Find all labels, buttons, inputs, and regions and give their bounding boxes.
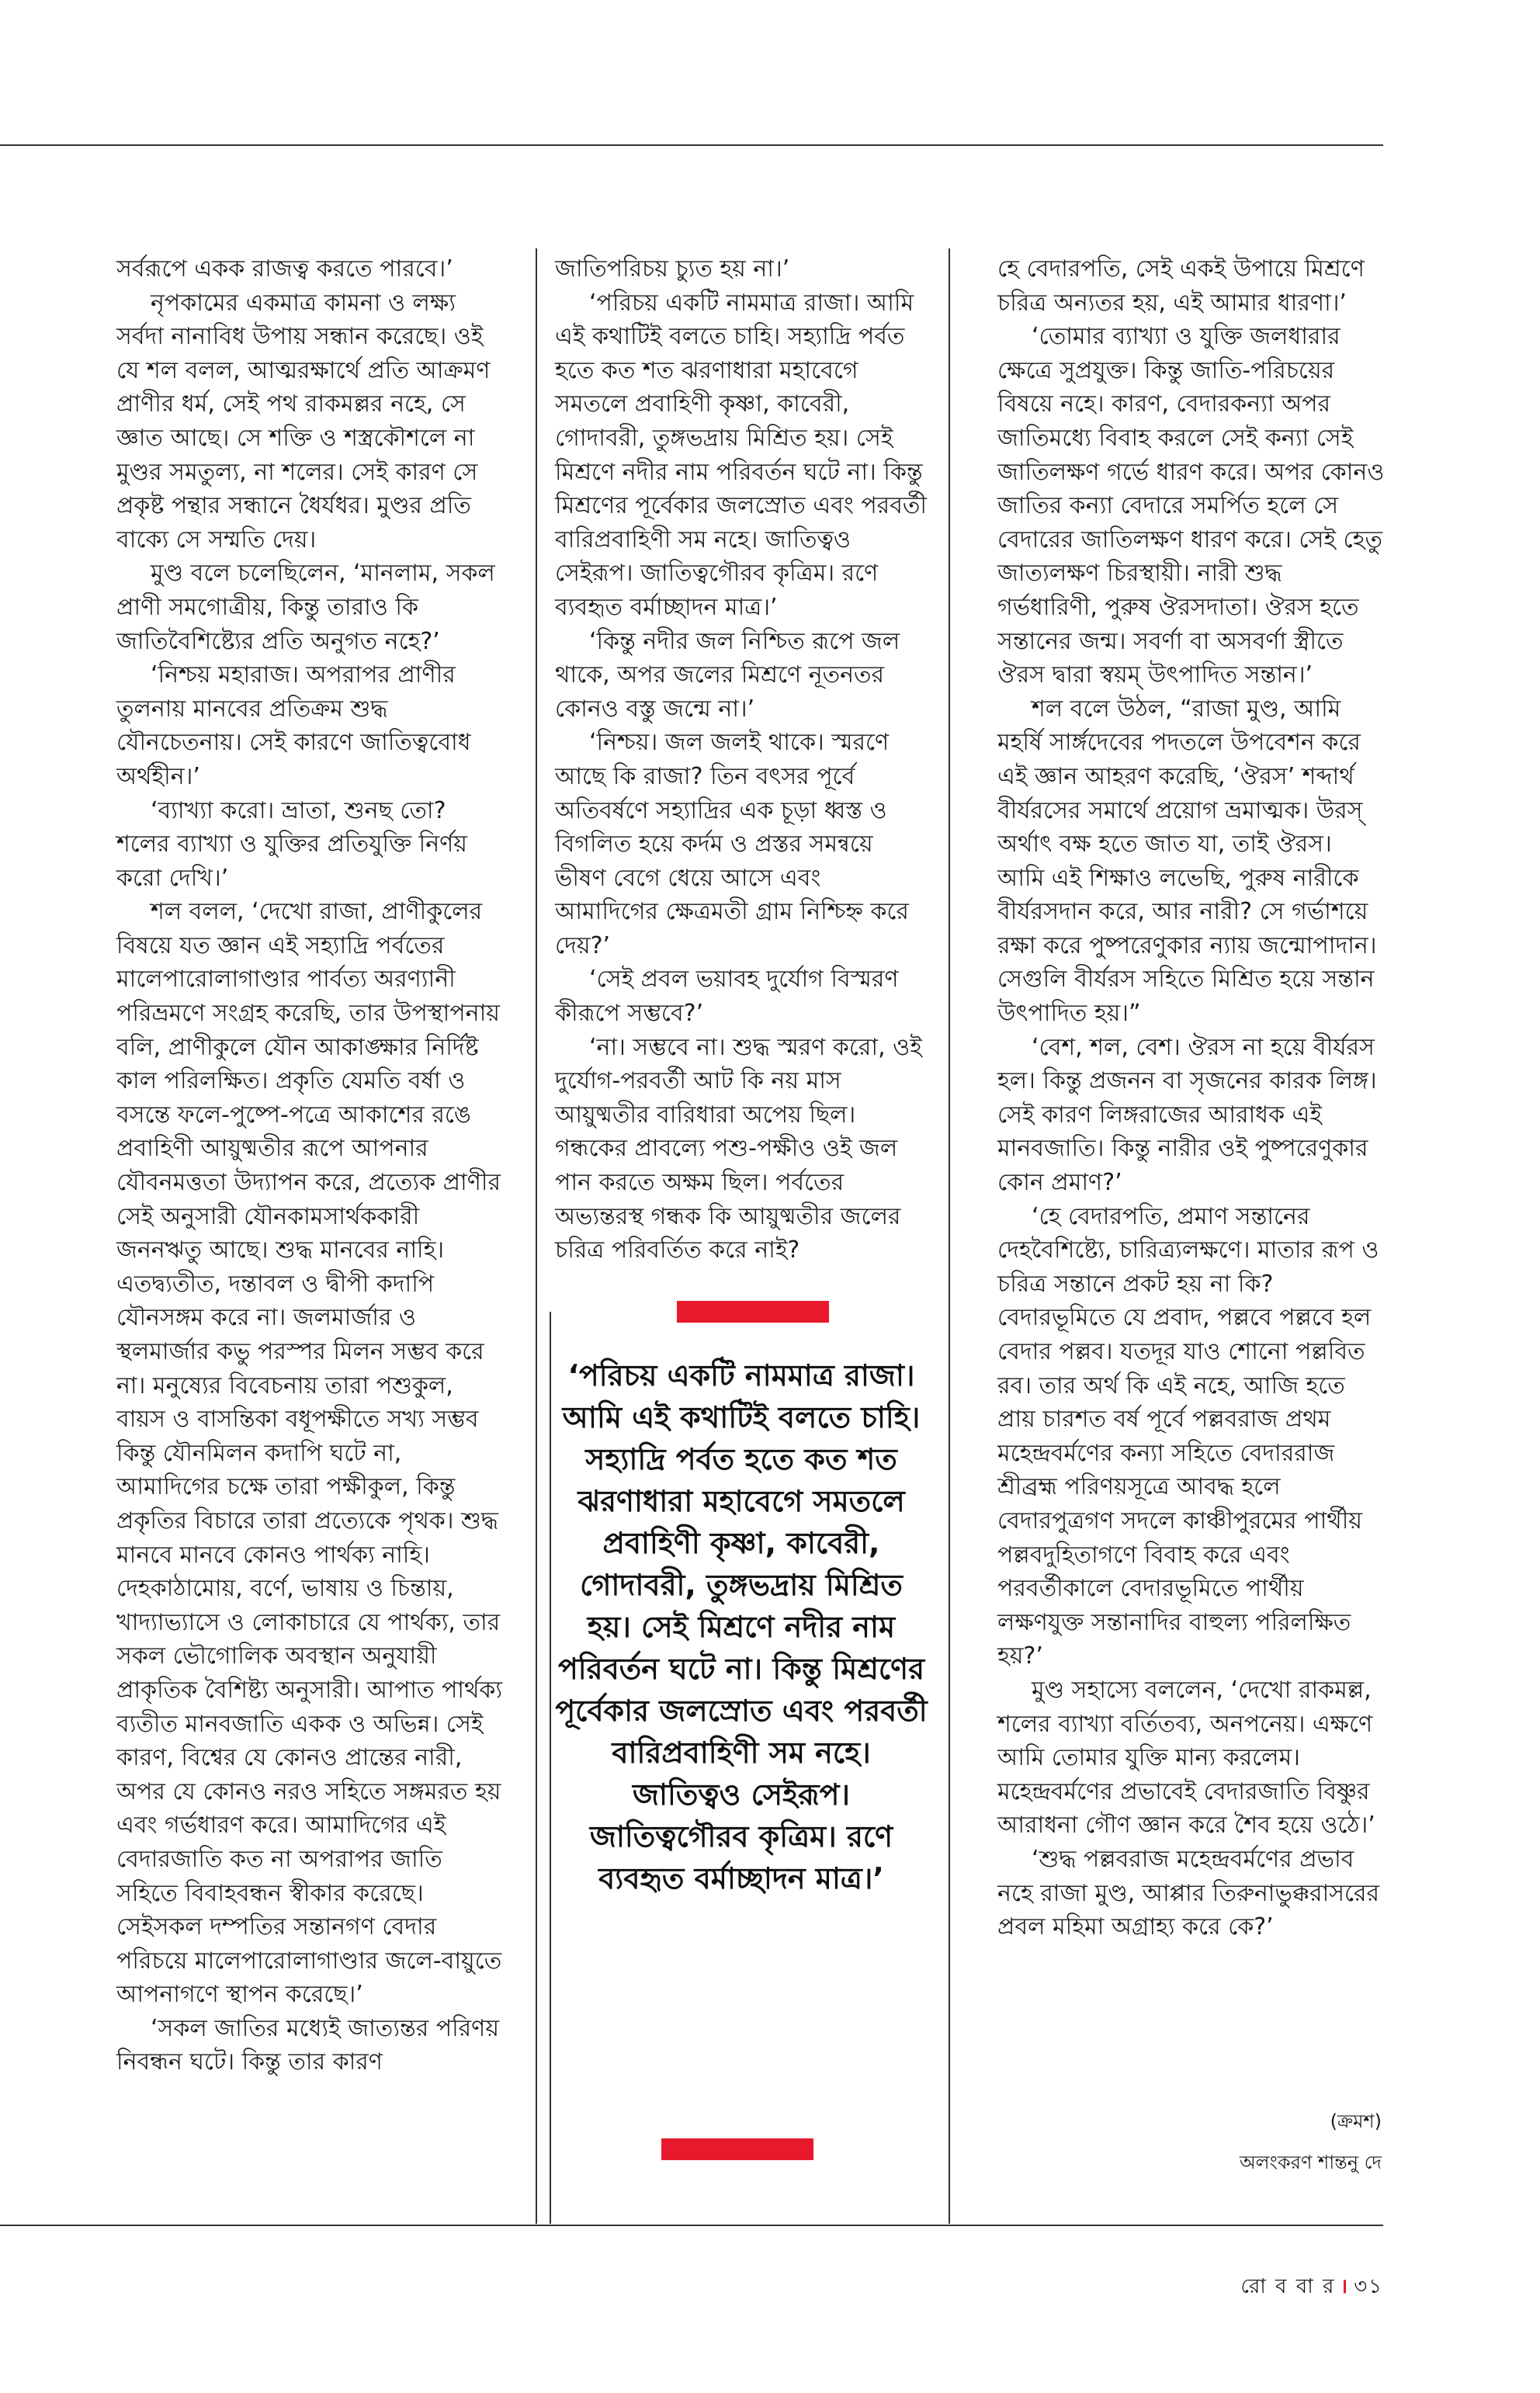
bottom-rule	[0, 2225, 1383, 2226]
pull-quote-top-bar	[677, 1301, 829, 1323]
paragraph: ‘বেশ, শল, বেশ। ঔরস না হয়ে বীর্যরস হল। কিন্তু প্রজনন বা সৃজনের কারক লিঙ্গ। সেই কারণ লিঙ্গরাজের আরাধক এই মানবজাতি। কিন্তু নারীর ওই পুষ্পরেণুকার কোন প্রমাণ?’	[997, 1033, 1377, 1197]
paragraph: সর্বরূপে একক রাজত্ব করতে পারবে।’	[116, 255, 453, 283]
text-column-left	[116, 252, 505, 2079]
paragraph: ‘ব্যাখ্যা করো। ভ্রাতা, শুনছ তো? শলের ব্যাখ্যা ও যুক্তির প্রতিযুক্তি নির্ণয় করো দেখি।’	[116, 796, 467, 892]
pull-quote-frame-left	[550, 1312, 551, 2224]
text-column-middle	[555, 252, 928, 1268]
pull-quote: ‘পরিচয় একটি নামমাত্র রাজা। আমি এই কথাটিই বলতে চাহি। সহ্যাদ্রি পর্বত হতে কত শত ঝরণাধারা মহাবেগে সমতলে প্রবাহিণী কৃষ্ণা, কাবেরী, গোদাবরী, তুঙ্গভদ্রায় মিশ্রিত হয়। সেই মিশ্রণে নদীর নাম পরিবর্তন ঘটে না। কিন্তু মিশ্রণের পূর্বেকার জলস্রোত এবং পরবর্তী বারিপ্রবাহিণী সম নহে। জাতিত্বও সেইরূপ। জাতিত্বগৌরব কৃত্রিম। রণে ব্যবহৃত বর্মাচ্ছাদন মাত্র।’	[555, 1358, 928, 1895]
page-footer	[1240, 2270, 1383, 2305]
paragraph: ‘পরিচয় একটি নামমাত্র রাজা। আমি এই কথাটিই বলতে চাহি। সহ্যাদ্রি পর্বত হতে কত শত ঝরণাধারা মহাবেগে সমতলে প্রবাহিণী কৃষ্ণা, কাবেরী, গোদাবরী, তুঙ্গভদ্রায় মিশ্রিত হয়। সেই মিশ্রণে নদীর নাম পরিবর্তন ঘটে না। কিন্তু মিশ্রণের পূর্বেকার জলস্রোত এবং পরবর্তী বারিপ্রবাহিণী সম নহে। জাতিত্বও সেইরূপ। জাতিত্বগৌরব কৃত্রিম। রণে ব্যবহৃত বর্মাচ্ছাদন মাত্র।’	[555, 289, 927, 621]
footer-separator: ।	[1340, 2275, 1350, 2298]
paragraph: মুণ্ড সহাস্যে বললেন, ‘দেখো রাকমল্ল, শলের ব্যাখ্যা বর্তিতব্য, অনপনেয়। এক্ষণে আমি তোমার যুক্তি মান্য করলেম। মহেন্দ্রবর্মণের প্রভাবেই বেদারজাতি বিষ্ণুর আরাধনা গৌণ জ্ঞান করে শৈব হয়ে ওঠে।’	[997, 1676, 1375, 1840]
paragraph: ‘শুদ্ধ পল্লবরাজ মহেন্দ্রবর্মণের প্রভাব নহে রাজা মুণ্ড, আপ্পার তিরুনাভুক্করাসরের প্রবল মহিমা অগ্রাহ্য করে কে?’	[997, 1845, 1380, 1941]
paragraph: জাতিপরিচয় চ্যুত হয় না।’	[555, 255, 790, 283]
paragraph: ‘সকল জাতির মধ্যেই জাত্যন্তর পরিণয় নিবন্ধন ঘটে। কিন্তু তার কারণ	[116, 2014, 499, 2076]
paragraph: ‘হে বেদারপতি, প্রমাণ সন্তানের দেহবৈশিষ্ট্যে, চারিত্র্যলক্ষণে। মাতার রূপ ও চরিত্র সন্তানে প্রকট হয় না কি? বেদারভূমিতে যে প্রবাদ, পল্লবে পল্লবে হল বেদার পল্লব। যতদূর যাও শোনো পল্লবিত রব। তার অর্থ কি এই নহে, আজি হতে প্রায় চারশত বর্ষ পূর্বে পল্লবরাজ প্রথম মহেন্দ্রবর্মণের কন্যা সহিতে বেদাররাজ শ্রীব্রহ্ম পরিণয়সূত্রে আবদ্ধ হলে বেদারপুত্রগণ সদলে কাঞ্চীপুরমের পার্থীয় পল্লবদুহিতাগণে বিবাহ করে এবং পরবর্তীকালে বেদারভূমিতে পার্থীয় লক্ষণযুক্ত সন্তানাদির বাহুল্য পরিলক্ষিত হয়?’	[997, 1202, 1379, 1670]
paragraph: ‘নিশ্চয়। জল জলই থাকে। স্মরণে আছে কি রাজা? তিন বৎসর পূর্বে অতিবর্ষণে সহ্যাদ্রির এক চূড়া ধ্বস্ত ও বিগলিত হয়ে কর্দম ও প্রস্তর সমন্বয়ে ভীষণ বেগে ধেয়ে আসে এবং আমাদিগের ক্ষেত্রমতী গ্রাম নিশ্চিহ্ন করে দেয়?’	[555, 729, 909, 959]
paragraph: শল বলে উঠল, “রাজা মুণ্ড, আমি মহর্ষি সার্ঙ্গদেবের পদতলে উপবেশন করে এই জ্ঞান আহরণ করেছি, ‘ঔরস’ শব্দার্থ বীর্যরসের সমার্থে প্রয়োগ ভ্রমাত্মক। উরস্ অর্থাৎ বক্ষ হতে জাত যা, তাই ঔরস। আমি এই শিক্ষাও লভেছি, পুরুষ নারীকে বীর্যরসদান করে, আর নারী? সে গর্ভাশয়ে রক্ষা করে পুষ্পরেণুকার ন্যায় জন্মোপাদান। সেগুলি বীর্যরস সহিতে মিশ্রিত হয়ে সন্তান উৎপাদিত হয়।”	[997, 695, 1377, 1028]
illustration-credit: অলংকরণ শান্তনু দে	[1239, 2152, 1382, 2173]
series-note: (ক্রমশ)	[1330, 2110, 1382, 2132]
paragraph: ‘তোমার ব্যাখ্যা ও যুক্তি জলধারার ক্ষেত্রে সুপ্রযুক্ত। কিন্তু জাতি-পরিচয়ের বিষয়ে নহে। কারণ, বেদারকন্যা অপর জাতিমধ্যে বিবাহ করলে সেই কন্যা সেই জাতিলক্ষণ গর্ভে ধারণ করে। অপর কোনও জাতির কন্যা বেদারে সমর্পিত হলে সে বেদারের জাতিলক্ষণ ধারণ করে। সেই হেতু জাত্যলক্ষণ চিরস্থায়ী। নারী শুদ্ধ গর্ভধারিণী, পুরুষ ঔরসদাতা। ঔরস হতে সন্তানের জন্ম। সবর্ণা বা অসবর্ণা স্ত্রীতে ঔরস দ্বারা স্বয়ম্ উৎপাদিত সন্তান।’	[997, 323, 1385, 689]
page-number: ৩১	[1354, 2275, 1383, 2298]
top-rule	[0, 144, 1383, 146]
magazine-name: রো ব বা র	[1240, 2275, 1336, 2298]
column-divider-left	[536, 248, 537, 2224]
paragraph: শল বলল, ‘দেখো রাজা, প্রাণীকুলের বিষয়ে যত জ্ঞান এই সহ্যাদ্রি পর্বতের মালেপারোলাগাণ্ডার পার্বত্য অরণ্যানী পরিভ্রমণে সংগ্রহ করেছি, তার উপস্থাপনায় বলি, প্রাণীকুলে যৌন আকাঙ্ক্ষার নির্দিষ্ট কাল পরিলক্ষিত। প্রকৃতি যেমতি বর্ষা ও বসন্তে ফলে-পুষ্পে-পত্রে আকাশের রঙে প্রবাহিণী আয়ুষ্মতীর রূপে আপনার যৌবনমত্ততা উদ্যাপন করে, প্রত্যেক প্রাণীর সেই অনুসারী যৌনকামসার্থককারী জননঋতু আছে। শুদ্ধ মানবের নাহি। এতদ্ব্যতীত, দন্তাবল ও দ্বীপী কদাপি যৌনসঙ্গম করে না। জলমার্জার ও স্থলমার্জার কভু পরস্পর মিলন সম্ভব করে না। মনুষ্যের বিবেচনায় তারা পশুকুল, বায়স ও বাসন্তিকা বধূপক্ষীতে সখ্য সম্ভব কিন্তু যৌনমিলন কদাপি ঘটে না, আমাদিগের চক্ষে তারা পক্ষীকুল, কিন্তু প্রকৃতির বিচারে তারা প্রত্যেকে পৃথক। শুদ্ধ মানবে মানবে কোনও পার্থক্য নাহি। দেহকাঠামোয়, বর্ণে, ভাষায় ও চিন্তায়, খাদ্যাভ্যাসে ও লোকাচারে যে পার্থক্য, তার সকল ভৌগোলিক অবস্থান অনুযায়ী প্রাকৃতিক বৈশিষ্ট্য অনুসারী। আপাত পার্থক্য ব্যতীত মানবজাতি একক ও অভিন্ন। সেই কারণ, বিশ্বের যে কোনও প্রান্তের নারী, অপর যে কোনও নরও সহিতে সঙ্গমরত হয় এবং গর্ভধারণ করে। আমাদিগের এই বেদারজাতি কত না অপরাপর জাতি সহিতে বিবাহবন্ধন স্বীকার করেছে। সেইসকল দম্পতির সন্তানগণ বেদার পরিচয়ে মালেপারোলাগাণ্ডার জলে-বায়ুতে আপনাগণে স্থাপন করেছে।’	[116, 898, 503, 2009]
paragraph: মুণ্ড বলে চলেছিলেন, ‘মানলাম, সকল প্রাণী সমগোত্রীয়, কিন্তু তারাও কি জাতিবৈশিষ্ট্যের প্রতি অনুগত নহে?’	[116, 560, 495, 655]
paragraph: নৃপকামের একমাত্র কামনা ও লক্ষ্য সর্বদা নানাবিধ উপায় সন্ধান করেছে। ওই যে শল বলল, আত্মরক্ষার্থে প্রতি আক্রমণ প্রাণীর ধর্ম, সেই পথ রাকমল্লর নহে, সে জ্ঞাত আছে। সে শক্তি ও শস্ত্রকৌশলে না মুণ্ডর সমতুল্য, না শলের। সেই কারণ সে প্রকৃষ্ট পন্থার সন্ধানে ধৈর্যধর। মুণ্ডর প্রতি বাক্যে সে সম্মতি দেয়।	[116, 289, 491, 553]
paragraph: ‘সেই প্রবল ভয়াবহ দুর্যোগ বিস্মরণ কীরূপে সম্ভবে?’	[555, 966, 899, 1028]
paragraph: ‘নিশ্চয় মহারাজ। অপরাপর প্রাণীর তুলনায় মানবের প্রতিক্রম শুদ্ধ যৌনচেতনায়। সেই কারণে জাতিত্ববোধ অর্থহীন।’	[116, 661, 471, 790]
text-column-right	[997, 252, 1386, 1944]
paragraph: হে বেদারপতি, সেই একই উপায়ে মিশ্রণে চরিত্র অন্যতর হয়, এই আমার ধারণা।’	[997, 255, 1365, 317]
paragraph: ‘না। সম্ভবে না। শুদ্ধ স্মরণ করো, ওই দুর্যোগ-পরবর্তী আট কি নয় মাস আয়ুষ্মতীর বারিধারা অপেয় ছিল। গন্ধকের প্রাবল্যে পশু-পক্ষীও ওই জল পান করতে অক্ষম ছিল। পর্বতের অভ্যন্তরস্থ গন্ধক কি আয়ুষ্মতীর জলের চরিত্র পরিবর্তিত করে নাই?	[555, 1033, 922, 1264]
column-divider-right	[949, 248, 950, 2224]
paragraph: ‘কিন্তু নদীর জল নিশ্চিত রূপে জল থাকে, অপর জলের মিশ্রণে নূতনতর কোনও বস্তু জন্মে না।’	[555, 627, 900, 723]
pull-quote-bottom-bar	[661, 2138, 813, 2160]
